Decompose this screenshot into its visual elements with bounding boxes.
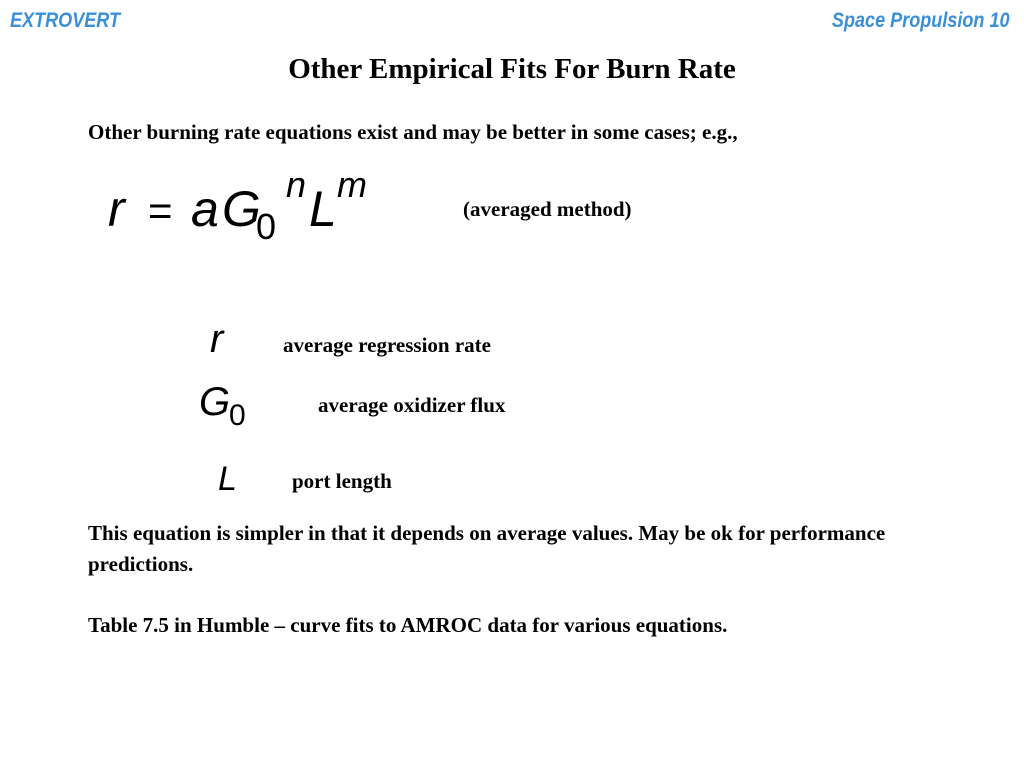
equation-L: L <box>309 181 337 237</box>
equation-equals: = <box>148 187 173 234</box>
definition-symbol: G <box>199 380 231 424</box>
definition-symbol: L <box>218 460 237 498</box>
definition-symbol: r <box>210 317 224 361</box>
definition-text: average regression rate <box>283 333 491 357</box>
equation-annotation: (averaged method) <box>463 197 632 221</box>
header-right-label: Space Propulsion 10 <box>832 9 1010 32</box>
equation-a: a <box>191 181 219 237</box>
header-left-label: EXTROVERT <box>10 9 121 32</box>
equation-subscript-0: 0 <box>256 206 277 247</box>
equation-exponent-m: m <box>337 164 367 205</box>
definition-text: average oxidizer flux <box>318 393 506 417</box>
definition-text: port length <box>292 469 392 493</box>
equation-exponent-n: n <box>286 164 307 205</box>
slide-title: Other Empirical Fits For Burn Rate <box>288 53 736 85</box>
definition-subscript: 0 <box>229 399 246 432</box>
table-reference-text: Table 7.5 in Humble – curve fits to AMROC data for various equations. <box>88 613 728 637</box>
intro-text: Other burning rate equations exist and may be better in some cases; e.g., <box>88 120 738 144</box>
note-text: This equation is simpler in that it depends on average values. May be ok for performance predictions. <box>88 521 886 576</box>
equation-G: G <box>222 181 261 237</box>
equation-r: r <box>108 181 125 237</box>
